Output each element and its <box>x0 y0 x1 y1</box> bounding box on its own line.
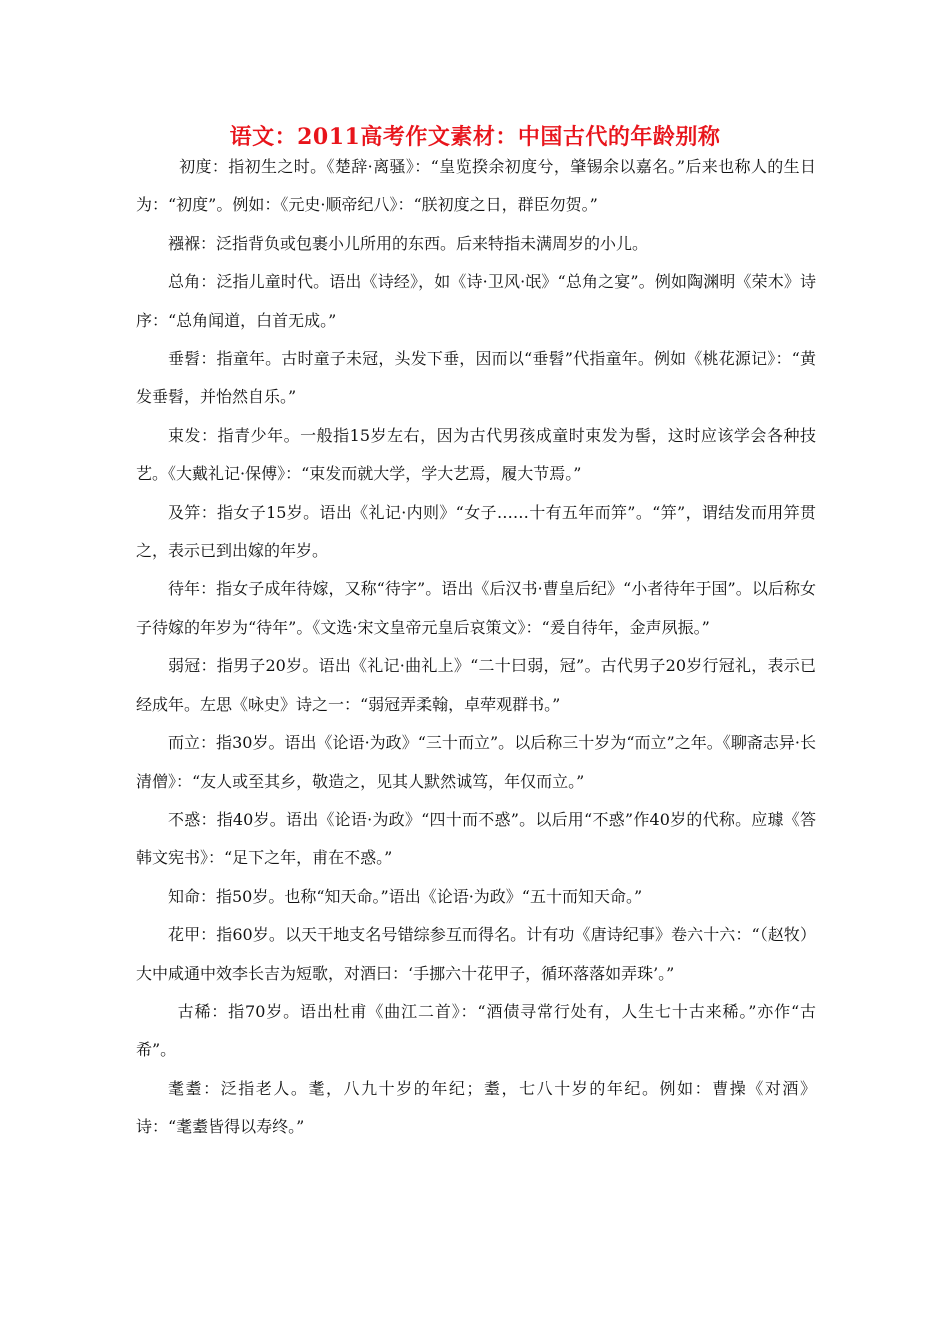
entry-erli: 而立：指30岁。语出《论语·为政》“三十而立”。以后称三十岁为“而立”之年。《聊斋志异·长清僧》：“友人或至其乡，敬造之，见其人默然诚笃，年仅而立。” <box>136 733 816 791</box>
entry-guxi: 古稀：指70岁。语出杜甫《曲江二首》：“酒债寻常行处有，人生七十古来稀。”亦作“古希”。 <box>136 1001 816 1060</box>
entry-buhuo: 不惑：指40岁。语出《论语·为政》“四十而不惑”。以后用“不惑”作40岁的代称。应璩《答韩文宪书》：“足下之年，甫在不惑。” <box>136 809 816 868</box>
entry-shufa: 束发：指青少年。一般指15岁左右，因为古代男孩成童时束发为髻，这时应该学会各种技艺。《大戴礼记·保傅》：“束发而就大学，学大艺焉，履大节焉。” <box>136 425 816 484</box>
entry-jiji: 及笄：指女子15岁。语出《礼记·内则》“女子……十有五年而笄”。“笄”，谓结发而用笄贯之，表示已到出嫁的年岁。 <box>136 502 816 561</box>
document-title: 语文：2011高考作文素材：中国古代的年龄别称 <box>229 124 721 150</box>
document-body <box>136 148 816 1147</box>
entry-dainian: 待年：指女子成年待嫁，又称“待字”。语出《后汉书·曹皇后纪》“小者待年于国”。以后称女子待嫁的年岁为“待年”。《文选·宋文皇帝元皇后哀策文》：“爰自待年，金声夙振。” <box>136 579 816 637</box>
entry-huajia: 花甲：指60岁。以天干地支名号错综参互而得名。计有功《唐诗纪事》卷六十六：“（赵牧）大中咸通中效李长吉为短歌，对酒曰：‘手挪六十花甲子，循环落落如弄珠’。” <box>136 925 816 983</box>
entry-chuitiao: 垂髫：指童年。古时童子未冠，头发下垂，因而以“垂髫”代指童年。例如《桃花源记》：“黄发垂髫，并怡然自乐。” <box>136 349 816 407</box>
entry-chudu: 初度：指初生之时。《楚辞·离骚》：“皇览揆余初度兮，肇锡余以嘉名。”后来也称人的生日为：“初度”。例如：《元史·顺帝纪八》：“朕初度之日，群臣勿贺。” <box>136 157 816 215</box>
entry-ruoguan: 弱冠：指男子20岁。语出《礼记·曲礼上》“二十曰弱，冠”。古代男子20岁行冠礼，表示已经成年。左思《咏史》诗之一：“弱冠弄柔翰，卓荦观群书。” <box>136 656 816 714</box>
entry-zhiming: 知命：指50岁。也称“知天命。”语出《论语·为政》“五十而知天命。” <box>168 886 643 906</box>
entry-qiangbao: 襁褓：泛指背负或包裹小儿所用的东西。后来特指未满周岁的小儿。 <box>168 233 649 253</box>
entry-zongjiao: 总角：泛指儿童时代。语出《诗经》，如《诗·卫风·氓》“总角之宴”。例如陶渊明《荣木》诗序：“总角闻道，白首无成。” <box>136 272 816 330</box>
entry-maodie: 耄耋：泛指老人。耄，八九十岁的年纪；耋，七八十岁的年纪。例如：曹操《对酒》诗：“耄耋皆得以寿终。” <box>136 1078 816 1137</box>
